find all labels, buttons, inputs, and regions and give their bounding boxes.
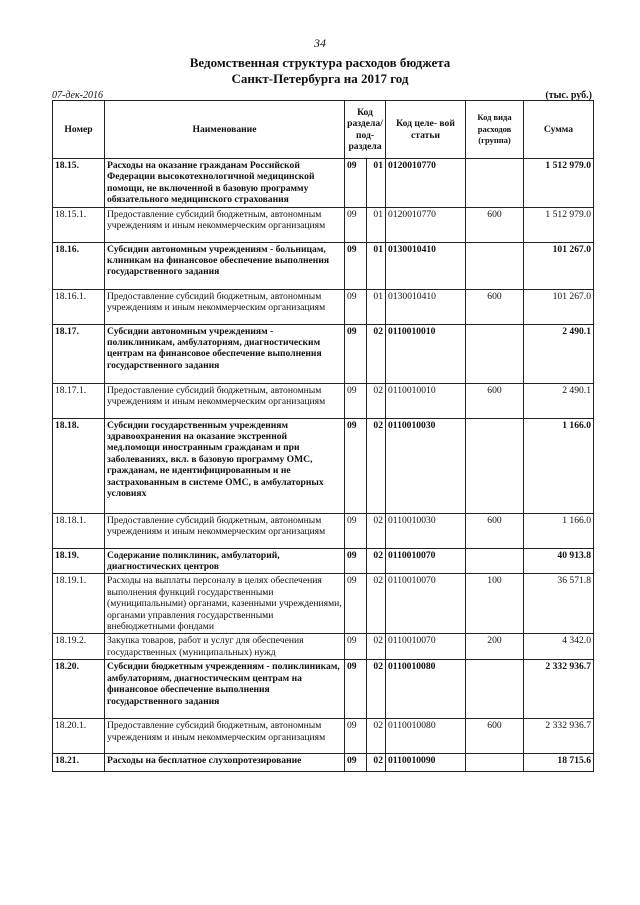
row-name: Расходы на выплаты персоналу в целях обеспечения выполнения функций государственными (муниципальными) органами, казенными учреждениями, органами управления государственными внебюджетными фондами (105, 574, 345, 634)
row-section: 09 (345, 418, 367, 513)
row-subsection: 02 (367, 513, 386, 548)
row-article-code: 0110010010 (386, 383, 466, 418)
row-sum: 2 490.1 (524, 324, 594, 383)
row-section: 09 (345, 289, 367, 324)
row-sum: 4 342.0 (524, 634, 594, 660)
row-section: 09 (345, 383, 367, 418)
row-subsection: 02 (367, 754, 386, 772)
row-name: Закупка товаров, работ и услуг для обеспечения государственных (муниципальных) нужд (105, 634, 345, 660)
title-line-2: Санкт-Петербурга на 2017 год (231, 71, 409, 86)
table-row (53, 660, 594, 719)
row-expense-code (466, 754, 524, 772)
row-section: 09 (345, 574, 367, 634)
row-subsection: 02 (367, 719, 386, 754)
row-number: 18.18.1. (53, 513, 105, 548)
row-sum: 101 267.0 (524, 242, 594, 289)
row-subsection: 02 (367, 574, 386, 634)
row-sum: 2 332 936.7 (524, 719, 594, 754)
row-number: 18.16.1. (53, 289, 105, 324)
row-expense-code (466, 548, 524, 574)
row-article-code: 0110010030 (386, 513, 466, 548)
row-sum: 1 512 979.0 (524, 207, 594, 242)
row-section: 09 (345, 159, 367, 208)
header-sum: Сумма (524, 101, 594, 159)
table-row (53, 634, 594, 660)
row-sum: 36 571.8 (524, 574, 594, 634)
row-name: Субсидии автономным учреждениям - поликлиникам, амбулаториям, диагностическим центрам на финансовое обеспечение выполнения государственного задания (105, 324, 345, 383)
row-article-code: 0110010070 (386, 634, 466, 660)
header-expense-code: Код вида расходов (группа) (466, 101, 524, 159)
row-section: 09 (345, 754, 367, 772)
row-number: 18.20. (53, 660, 105, 719)
row-subsection: 02 (367, 383, 386, 418)
row-name: Субсидии автономным учреждениям - больницам, клиникам на финансовое обеспечение выполнения государственного задания (105, 242, 345, 289)
row-number: 18.19.2. (53, 634, 105, 660)
header-name: Наименование (105, 101, 345, 159)
row-sum: 18 715.6 (524, 754, 594, 772)
row-section: 09 (345, 660, 367, 719)
table-row (53, 324, 594, 383)
table-row (53, 289, 594, 324)
row-sum: 1 166.0 (524, 418, 594, 513)
row-name: Предоставление субсидий бюджетным, автономным учреждениям и иным некоммерческим организациям (105, 207, 345, 242)
title-line-1: Ведомственная структура расходов бюджета (189, 55, 451, 70)
row-expense-code: 600 (466, 289, 524, 324)
row-sum: 1 166.0 (524, 513, 594, 548)
header-article-code: Код целе- вой статьи (386, 101, 466, 159)
row-number: 18.17.1. (53, 383, 105, 418)
header-section-code: Код раздела/ под- раздела (345, 101, 386, 159)
row-article-code: 0110010070 (386, 574, 466, 634)
row-number: 18.21. (53, 754, 105, 772)
table-row (53, 418, 594, 513)
row-sum: 40 913.8 (524, 548, 594, 574)
table-header-row (53, 101, 594, 159)
row-article-code: 0110010080 (386, 660, 466, 719)
row-expense-code: 600 (466, 207, 524, 242)
row-number: 18.18. (53, 418, 105, 513)
header-number: Номер (53, 101, 105, 159)
row-section: 09 (345, 207, 367, 242)
row-subsection: 02 (367, 324, 386, 383)
row-name: Субсидии бюджетным учреждениям - поликлиникам, амбулаториям, диагностическим центрам на финансовое обеспечение выполнения государственного задания (105, 660, 345, 719)
row-name: Расходы на оказание гражданам Российской Федерации высокотехнологичной медицинской помощи, не включенной в базовую программу обязательного медицинского страхования (105, 159, 345, 208)
row-subsection: 01 (367, 242, 386, 289)
table-row (53, 159, 594, 208)
table-row (53, 719, 594, 754)
row-section: 09 (345, 719, 367, 754)
table-row (53, 574, 594, 634)
row-section: 09 (345, 548, 367, 574)
document-title (0, 55, 640, 87)
row-article-code: 0110010070 (386, 548, 466, 574)
page-number: 34 (314, 36, 326, 50)
row-article-code: 0120010770 (386, 159, 466, 208)
row-expense-code: 100 (466, 574, 524, 634)
row-subsection: 01 (367, 207, 386, 242)
table-row (53, 242, 594, 289)
row-number: 18.20.1. (53, 719, 105, 754)
row-expense-code (466, 324, 524, 383)
row-section: 09 (345, 513, 367, 548)
row-number: 18.19.1. (53, 574, 105, 634)
row-name: Предоставление субсидий бюджетным, автономным учреждениям и иным некоммерческим организациям (105, 383, 345, 418)
row-article-code: 0120010770 (386, 207, 466, 242)
row-name: Расходы на бесплатное слухопротезирование (105, 754, 345, 772)
table-row (53, 548, 594, 574)
row-name: Предоставление субсидий бюджетным, автономным учреждениям и иным некоммерческим организациям (105, 719, 345, 754)
row-expense-code (466, 242, 524, 289)
row-subsection: 02 (367, 418, 386, 513)
row-subsection: 01 (367, 159, 386, 208)
row-article-code: 0110010010 (386, 324, 466, 383)
row-name: Субсидии государственным учреждениям здравоохранения на оказание экстренной мед.помощи иностранным гражданам и при заболеваниях, вкл. в базовую программу ОМС, гражданам, не идентифицированным и не застрахованным в системе ОМС, в амбулаторных условиях (105, 418, 345, 513)
row-subsection: 02 (367, 548, 386, 574)
row-article-code: 0110010090 (386, 754, 466, 772)
row-section: 09 (345, 242, 367, 289)
row-article-code: 0110010030 (386, 418, 466, 513)
row-expense-code: 600 (466, 383, 524, 418)
table-row (53, 207, 594, 242)
row-name: Предоставление субсидий бюджетным, автономным учреждениям и иным некоммерческим организациям (105, 513, 345, 548)
row-name: Предоставление субсидий бюджетным, автономным учреждениям и иным некоммерческим организациям (105, 289, 345, 324)
row-subsection: 02 (367, 634, 386, 660)
row-number: 18.19. (53, 548, 105, 574)
row-article-code: 0130010410 (386, 242, 466, 289)
table-row (53, 754, 594, 772)
row-expense-code (466, 660, 524, 719)
row-number: 18.15.1. (53, 207, 105, 242)
row-expense-code (466, 159, 524, 208)
row-expense-code: 600 (466, 719, 524, 754)
row-section: 09 (345, 324, 367, 383)
row-sum: 2 490.1 (524, 383, 594, 418)
document-date: 07-дек-2016 (52, 90, 103, 101)
row-article-code: 0110010080 (386, 719, 466, 754)
row-article-code: 0130010410 (386, 289, 466, 324)
units-label: (тыс. руб.) (545, 90, 592, 101)
row-sum: 1 512 979.0 (524, 159, 594, 208)
table-row (53, 513, 594, 548)
row-expense-code: 600 (466, 513, 524, 548)
row-subsection: 01 (367, 289, 386, 324)
row-name: Содержание поликлиник, амбулаторий, диагностических центров (105, 548, 345, 574)
row-number: 18.16. (53, 242, 105, 289)
row-expense-code (466, 418, 524, 513)
table-row (53, 383, 594, 418)
row-section: 09 (345, 634, 367, 660)
row-expense-code: 200 (466, 634, 524, 660)
row-sum: 101 267.0 (524, 289, 594, 324)
row-number: 18.17. (53, 324, 105, 383)
row-sum: 2 332 936.7 (524, 660, 594, 719)
budget-table (52, 100, 594, 772)
row-number: 18.15. (53, 159, 105, 208)
row-subsection: 02 (367, 660, 386, 719)
